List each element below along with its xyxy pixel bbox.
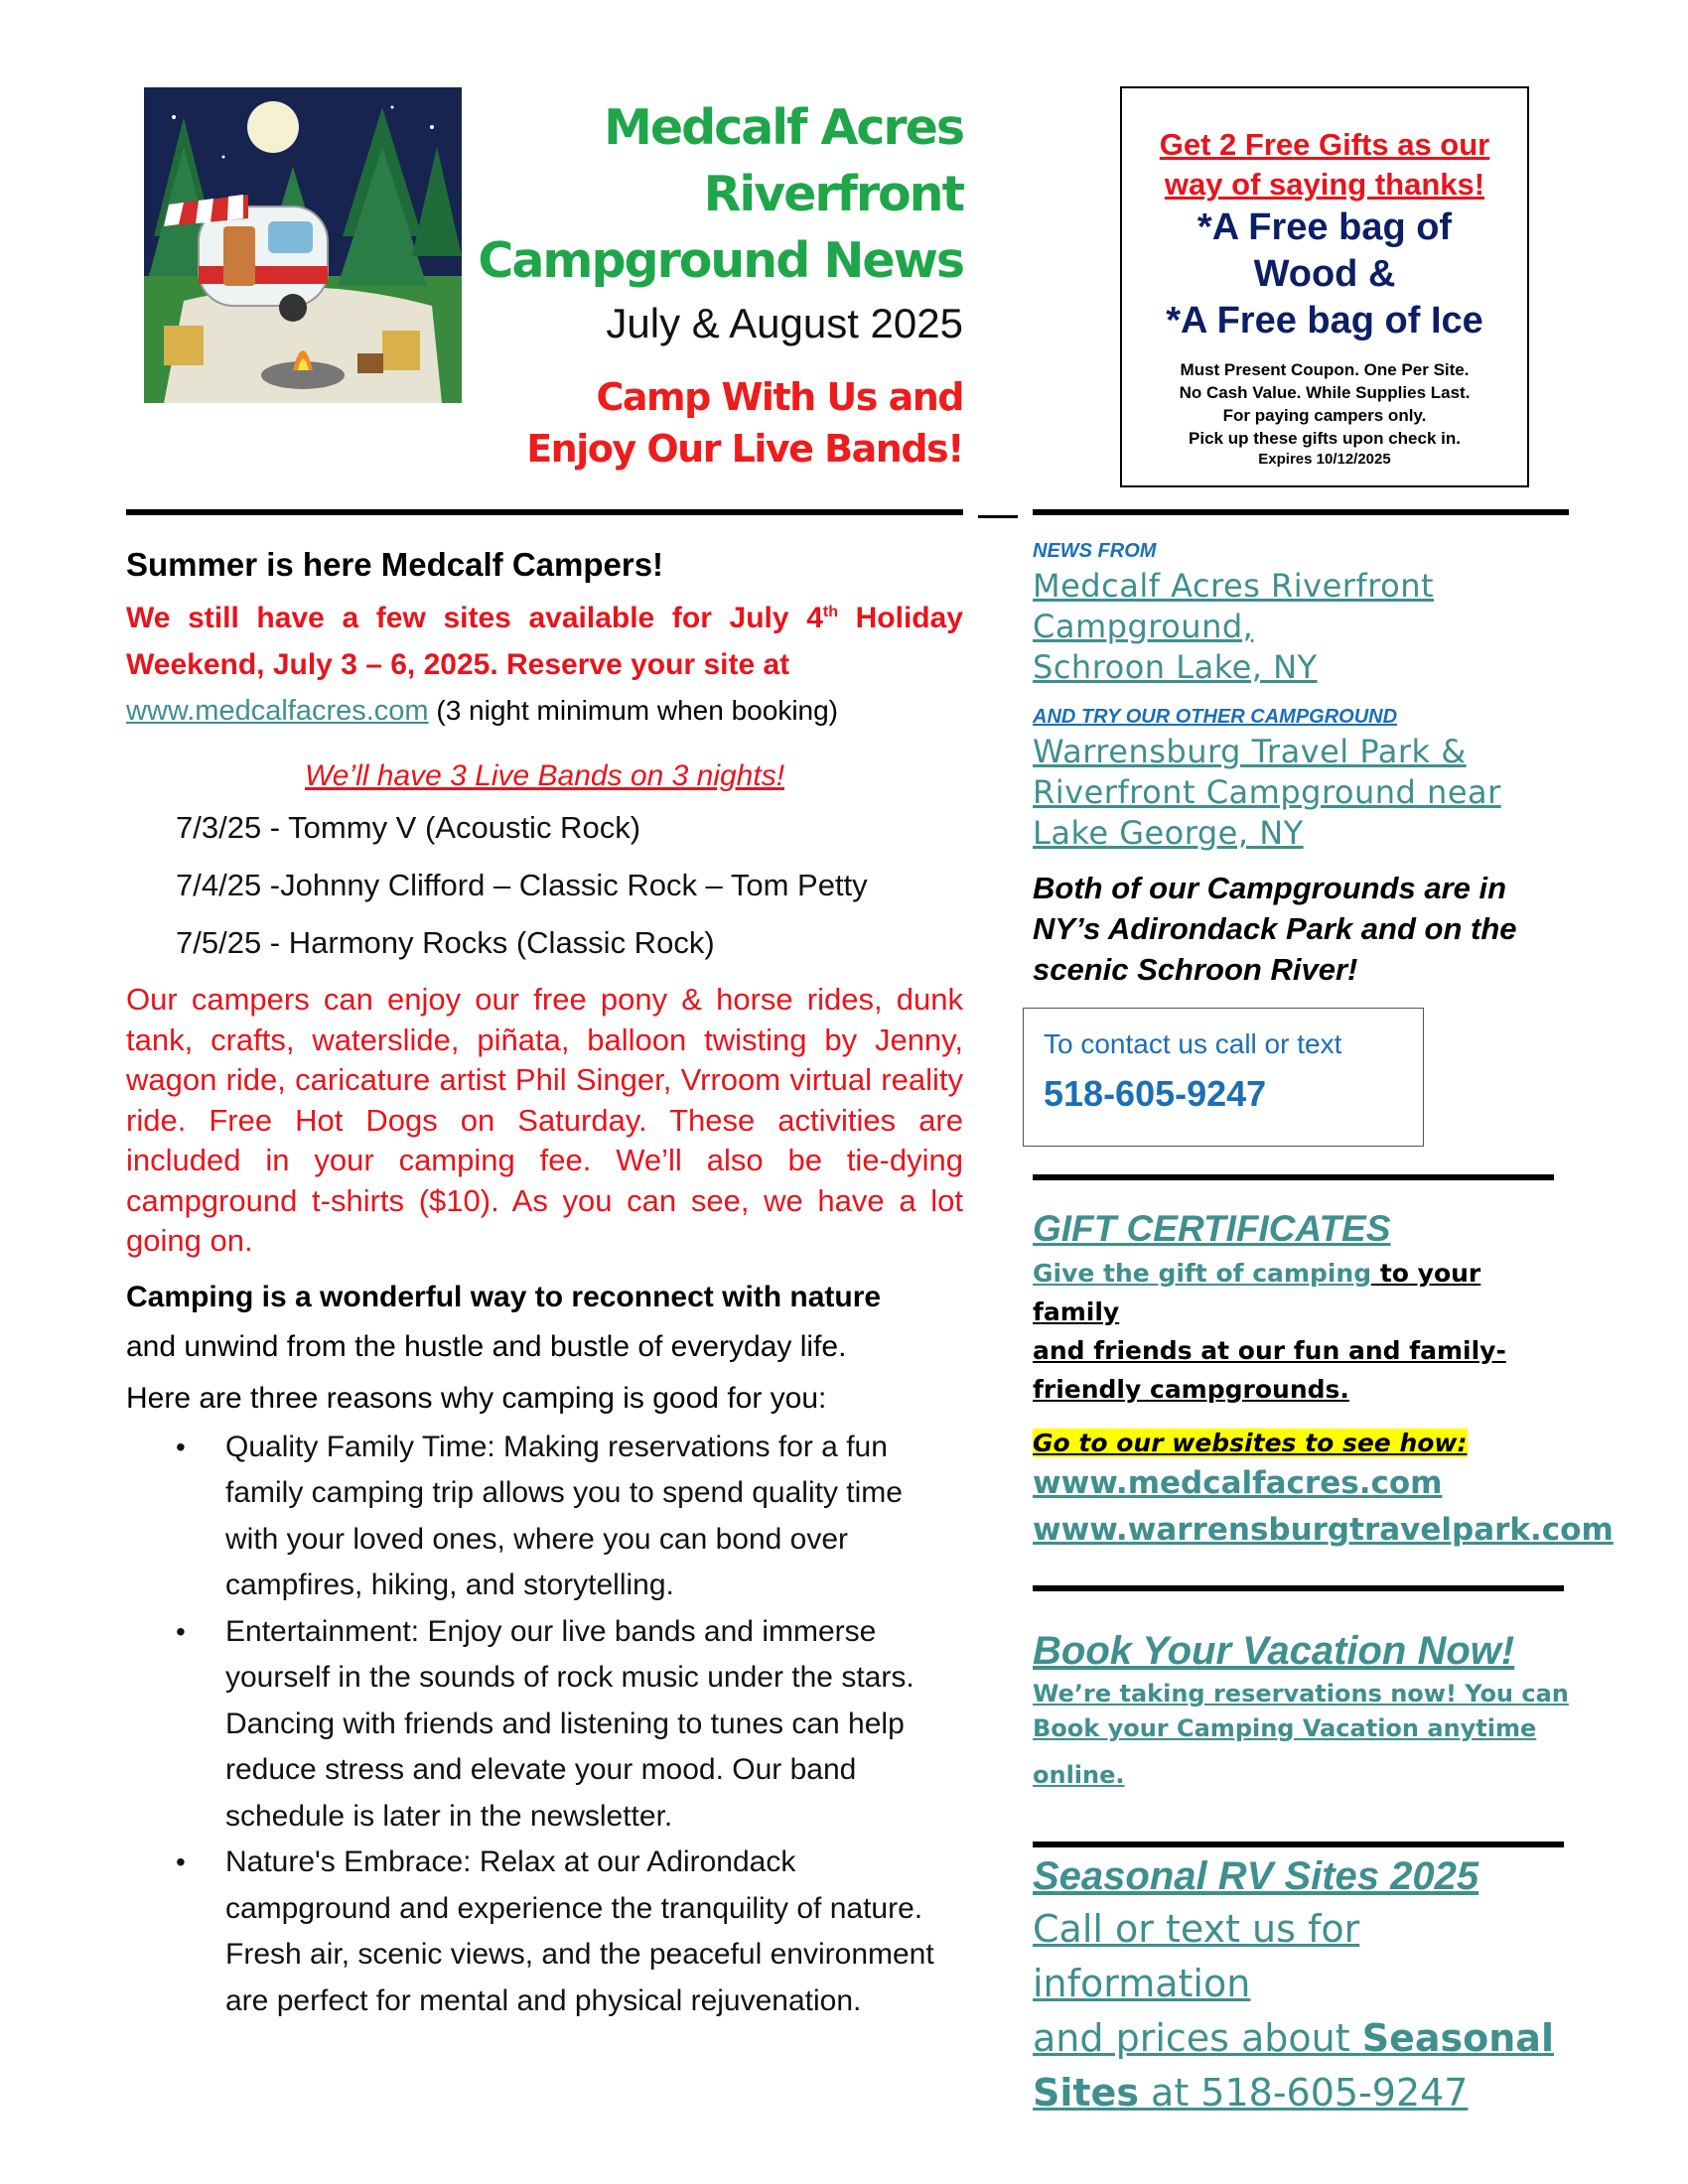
other-campground-link-1[interactable]: Warrensburg Travel Park & bbox=[1033, 733, 1467, 770]
gift-certificates-section bbox=[1033, 1204, 1614, 1554]
bullet-icon: • bbox=[176, 1846, 186, 1877]
coupon-headline-1: Get 2 Free Gifts as our bbox=[1159, 127, 1490, 162]
coupon-fine-4: Pick up these gifts upon check in. bbox=[1189, 429, 1461, 448]
coupon-gift-2: Wood & bbox=[1253, 253, 1396, 295]
sidebar-divider bbox=[1033, 509, 1569, 515]
seasonal-line-2b: Seasonal bbox=[1361, 2016, 1554, 2060]
gift-text-1: to your family bbox=[1033, 1259, 1481, 1326]
coupon-fine-3: For paying campers only. bbox=[1222, 406, 1427, 425]
website-link-medcalf[interactable]: www.medcalfacres.com bbox=[1033, 1465, 1443, 1501]
newsletter-title-line-2: Riverfront bbox=[703, 166, 963, 222]
coupon-headline-2: way of saying thanks! bbox=[1164, 167, 1485, 202]
holiday-text: We still have a few sites available for July 4 bbox=[126, 602, 823, 634]
website-link-warrensburg[interactable]: www.warrensburgtravelpark.com bbox=[1033, 1512, 1614, 1548]
sidebar-divider-2 bbox=[1033, 1174, 1554, 1180]
seasonal-line-1[interactable]: Call or text us for information bbox=[1033, 1907, 1360, 2005]
newsletter-title-block bbox=[407, 94, 963, 475]
gift-link[interactable]: Give the gift of camping bbox=[1033, 1259, 1372, 1288]
holiday-sup: th bbox=[822, 604, 838, 620]
band-item: 7/4/25 -Johnny Clifford – Classic Rock – Tom Petty bbox=[176, 868, 868, 902]
other-campground-link-3[interactable]: Lake George, NY bbox=[1033, 814, 1304, 852]
seasonal-line-2a: and prices about bbox=[1033, 2016, 1362, 2060]
summer-heading: Summer is here Medcalf Campers! bbox=[126, 546, 664, 583]
campground-link-line-3[interactable]: Schroon Lake, NY bbox=[1033, 648, 1318, 686]
band-item: 7/5/25 - Harmony Rocks (Classic Rock) bbox=[176, 925, 715, 960]
list-item bbox=[176, 1425, 963, 1609]
website-line bbox=[126, 688, 963, 734]
seasonal-line-3a: Sites bbox=[1033, 2071, 1139, 2115]
bands-heading: We’ll have 3 Live Bands on 3 nights! bbox=[304, 759, 785, 792]
reason-text: Entertainment: Enjoy our live bands and immerse yourself in the sounds of rock music under the stars. Dancing with friends and listening to tunes can help reduce stress and elevate your mood. Our band schedule is later in the newsletter. bbox=[225, 1614, 914, 1833]
book-text-line-3[interactable]: online. bbox=[1033, 1761, 1125, 1789]
contact-phone[interactable]: 518-605-9247 bbox=[1044, 1073, 1267, 1114]
newsletter-date: July & August 2025 bbox=[606, 300, 963, 346]
other-campground-label: AND TRY OUR OTHER CAMPGROUND bbox=[1033, 706, 1398, 728]
newsletter-title-line-3: Campground News bbox=[478, 232, 963, 289]
campground-link-line-2[interactable]: Campground, bbox=[1033, 608, 1254, 645]
news-from-label: NEWS FROM bbox=[1033, 540, 1157, 562]
activities-paragraph: Our campers can enjoy our free pony & horse rides, dunk tank, crafts, waterslide, piñata, balloon twisting by Jenny, wagon ride, caricature artist Phil Singer, Vrroom virtual reality ride. Free Hot Dogs on Saturday. These activities are included in your camping fee. We’ll also be tie-dying campground t-shirts ($10). As you can see, we have a lot going on. bbox=[126, 982, 963, 1258]
other-campground-link-2[interactable]: Riverfront Campground near bbox=[1033, 773, 1501, 811]
camping-bold: Camping is a wonderful way to reconnect with nature bbox=[126, 1280, 882, 1313]
seasonal-line-2[interactable] bbox=[1033, 2011, 1569, 2066]
book-vacation-section bbox=[1033, 1625, 1569, 1793]
contact-box bbox=[1023, 1008, 1424, 1147]
seasonal-line-3[interactable] bbox=[1033, 2066, 1569, 2120]
both-campgrounds-text: Both of our Campgrounds are in NY’s Adirondack Park and on the scenic Schroon River! bbox=[1033, 871, 1517, 987]
websites-label: Go to our websites to see how: bbox=[1033, 1429, 1468, 1457]
gift-text-3: friendly campgrounds. bbox=[1033, 1375, 1349, 1404]
book-vacation-title[interactable]: Book Your Vacation Now! bbox=[1033, 1629, 1515, 1673]
book-text-line-1[interactable]: We’re taking reservations now! You can bbox=[1033, 1680, 1569, 1707]
list-item bbox=[176, 1840, 963, 2024]
gift-text-line-3 bbox=[1033, 1370, 1569, 1409]
sidebar-divider-3 bbox=[1033, 1585, 1564, 1591]
gift-text-2: and friends at our fun and family- bbox=[1033, 1336, 1506, 1365]
main-column bbox=[126, 541, 963, 2024]
reasons-list bbox=[126, 1425, 963, 2025]
holiday-text-2: Holiday Weekend, July 3 – 6, 2025. Reserve your site at bbox=[126, 602, 963, 681]
website-link[interactable]: www.medcalfacres.com bbox=[126, 695, 429, 727]
holiday-availability bbox=[126, 589, 963, 688]
camping-heading bbox=[126, 1274, 963, 1321]
newsletter-title-line-1: Medcalf Acres bbox=[604, 99, 963, 156]
tagline-line-1: Camp With Us and bbox=[596, 375, 963, 419]
band-item: 7/3/25 - Tommy V (Acoustic Rock) bbox=[176, 810, 641, 845]
coupon-fine-2: No Cash Value. While Supplies Last. bbox=[1179, 383, 1471, 402]
main-divider bbox=[126, 509, 963, 515]
bullet-icon: • bbox=[176, 1431, 186, 1462]
seasonal-line-3b: at 518-605-9247 bbox=[1138, 2071, 1469, 2115]
contact-label: To contact us call or text bbox=[1044, 1028, 1342, 1059]
camping-rest: and unwind from the hustle and bustle of everyday life. bbox=[126, 1329, 847, 1363]
reason-text: Quality Family Time: Making reservations for a fun family camping trip allows you to spend quality time with your loved ones, where you can bond over campfires, hiking, and storytelling. bbox=[225, 1430, 903, 1601]
bullet-icon: • bbox=[176, 1615, 186, 1647]
gift-certificates-title: GIFT CERTIFICATES bbox=[1033, 1208, 1391, 1249]
list-item bbox=[176, 1609, 963, 1841]
coupon-gift-3: *A Free bag of Ice bbox=[1166, 300, 1483, 341]
gift-text-line-2 bbox=[1033, 1331, 1569, 1370]
campground-link-line-1[interactable]: Medcalf Acres Riverfront bbox=[1033, 567, 1435, 605]
coupon-gift-1: *A Free bag of bbox=[1196, 206, 1453, 248]
booking-note: (3 night minimum when booking) bbox=[428, 695, 839, 726]
seasonal-title[interactable]: Seasonal RV Sites 2025 bbox=[1033, 1854, 1479, 1898]
free-gifts-coupon bbox=[1120, 86, 1529, 487]
gift-certificates-text bbox=[1033, 1254, 1569, 1331]
small-divider bbox=[978, 515, 1018, 518]
coupon-expires: Expires 10/12/2025 bbox=[1258, 451, 1391, 468]
sidebar bbox=[1033, 536, 1569, 990]
seasonal-sites-section bbox=[1033, 1850, 1569, 2120]
sidebar-divider-4 bbox=[1033, 1842, 1564, 1847]
reasons-intro: Here are three reasons why camping is good for you: bbox=[126, 1381, 827, 1415]
book-text-line-2[interactable]: Book your Camping Vacation anytime bbox=[1033, 1714, 1537, 1742]
reason-text: Nature's Embrace: Relax at our Adirondack campground and experience the tranquility of nature. Fresh air, scenic views, and the peaceful environment are perfect for mental and physical rejuvenation. bbox=[225, 1845, 934, 2017]
coupon-fine-1: Must Present Coupon. One Per Site. bbox=[1180, 360, 1470, 379]
tagline-line-2: Enjoy Our Live Bands! bbox=[526, 427, 963, 471]
